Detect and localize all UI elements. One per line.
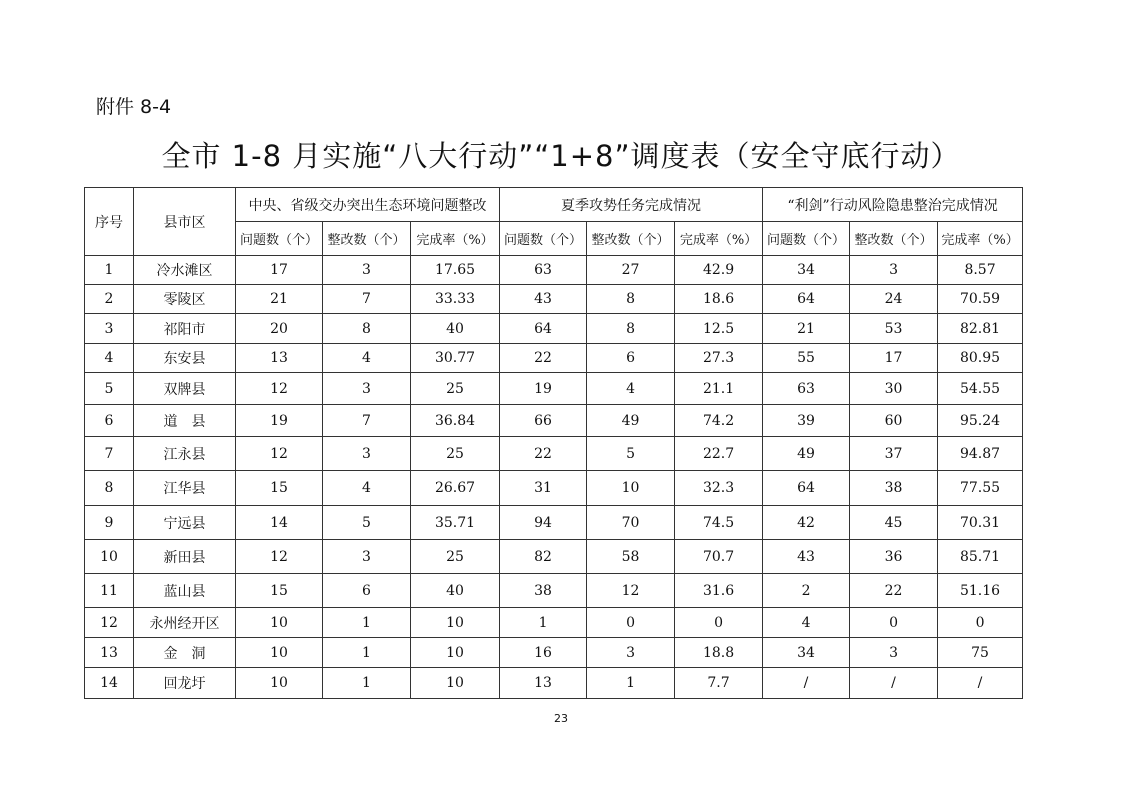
table-row [85, 314, 1023, 344]
value-cell: 8 [587, 285, 675, 314]
seq-cell: 9 [85, 506, 134, 540]
value-cell: 19 [236, 405, 323, 437]
seq-cell: 10 [85, 540, 134, 574]
value-cell: 19 [500, 373, 587, 405]
value-cell: 25 [411, 437, 500, 471]
value-cell: 27.3 [675, 344, 763, 373]
value-cell: 27 [587, 256, 675, 285]
table-row [85, 437, 1023, 471]
schedule-table [84, 187, 1023, 699]
county-cell: 永州经开区 [134, 608, 236, 638]
value-cell: 4 [323, 471, 411, 506]
value-cell: 94 [500, 506, 587, 540]
table-row [85, 256, 1023, 285]
value-cell: 3 [323, 540, 411, 574]
value-cell: 70.7 [675, 540, 763, 574]
value-cell: 0 [675, 608, 763, 638]
value-cell: 17.65 [411, 256, 500, 285]
value-cell: 40 [411, 314, 500, 344]
value-cell: 74.2 [675, 405, 763, 437]
value-cell: 94.87 [938, 437, 1023, 471]
value-cell: 4 [587, 373, 675, 405]
value-cell: 10 [411, 638, 500, 668]
value-cell: / [850, 668, 938, 699]
value-cell: 45 [850, 506, 938, 540]
value-cell: 82.81 [938, 314, 1023, 344]
value-cell: 10 [236, 608, 323, 638]
value-cell: 0 [850, 608, 938, 638]
value-cell: 1 [323, 638, 411, 668]
value-cell: 38 [850, 471, 938, 506]
value-cell: 42.9 [675, 256, 763, 285]
value-cell: 31 [500, 471, 587, 506]
value-cell: / [763, 668, 850, 699]
value-cell: 55 [763, 344, 850, 373]
table-row [85, 373, 1023, 405]
value-cell: 1 [587, 668, 675, 699]
county-cell: 祁阳市 [134, 314, 236, 344]
value-cell: 18.8 [675, 638, 763, 668]
value-cell: 34 [763, 638, 850, 668]
header-county: 县市区 [134, 188, 236, 256]
seq-cell: 11 [85, 574, 134, 608]
value-cell: 63 [763, 373, 850, 405]
value-cell: 12 [587, 574, 675, 608]
value-cell: 1 [500, 608, 587, 638]
value-cell: 43 [500, 285, 587, 314]
county-cell: 江华县 [134, 471, 236, 506]
subheader-cell: 完成率（%） [675, 222, 763, 256]
value-cell: 51.16 [938, 574, 1023, 608]
table-row [85, 608, 1023, 638]
seq-cell: 14 [85, 668, 134, 699]
page-number: 23 [554, 712, 568, 725]
header-seq: 序号 [85, 188, 134, 256]
value-cell: 3 [850, 638, 938, 668]
value-cell: 25 [411, 540, 500, 574]
value-cell: 64 [763, 285, 850, 314]
subheader-cell: 问题数（个） [763, 222, 850, 256]
value-cell: 1 [323, 668, 411, 699]
value-cell: 4 [323, 344, 411, 373]
value-cell: 6 [323, 574, 411, 608]
value-cell: 49 [587, 405, 675, 437]
value-cell: 3 [323, 437, 411, 471]
county-cell: 冷水滩区 [134, 256, 236, 285]
subheader-cell: 整改数（个） [323, 222, 411, 256]
seq-cell: 6 [85, 405, 134, 437]
value-cell: 34 [763, 256, 850, 285]
value-cell: 3 [587, 638, 675, 668]
value-cell: 95.24 [938, 405, 1023, 437]
seq-cell: 7 [85, 437, 134, 471]
attachment-label: 附件 8-4 [96, 96, 172, 118]
value-cell: 36.84 [411, 405, 500, 437]
subheader-cell: 整改数（个） [850, 222, 938, 256]
value-cell: 77.55 [938, 471, 1023, 506]
value-cell: 8.57 [938, 256, 1023, 285]
value-cell: 3 [323, 256, 411, 285]
value-cell: 70.59 [938, 285, 1023, 314]
value-cell: 43 [763, 540, 850, 574]
value-cell: 22.7 [675, 437, 763, 471]
value-cell: 70 [587, 506, 675, 540]
table-row [85, 405, 1023, 437]
subheader-cell: 问题数（个） [236, 222, 323, 256]
county-cell: 道 县 [134, 405, 236, 437]
value-cell: 7 [323, 285, 411, 314]
value-cell: 17 [850, 344, 938, 373]
table-row [85, 540, 1023, 574]
value-cell: 21 [236, 285, 323, 314]
value-cell: 40 [411, 574, 500, 608]
value-cell: 12.5 [675, 314, 763, 344]
value-cell: 22 [850, 574, 938, 608]
table-row [85, 668, 1023, 699]
value-cell: 10 [236, 638, 323, 668]
value-cell: 85.71 [938, 540, 1023, 574]
seq-cell: 2 [85, 285, 134, 314]
value-cell: 12 [236, 437, 323, 471]
seq-cell: 1 [85, 256, 134, 285]
value-cell: 16 [500, 638, 587, 668]
value-cell: 13 [500, 668, 587, 699]
value-cell: 53 [850, 314, 938, 344]
subheader-cell: 问题数（个） [500, 222, 587, 256]
subheader-cell: 完成率（%） [411, 222, 500, 256]
value-cell: 22 [500, 437, 587, 471]
seq-cell: 5 [85, 373, 134, 405]
value-cell: 58 [587, 540, 675, 574]
seq-cell: 13 [85, 638, 134, 668]
county-cell: 双牌县 [134, 373, 236, 405]
value-cell: 21.1 [675, 373, 763, 405]
value-cell: 24 [850, 285, 938, 314]
value-cell: 7.7 [675, 668, 763, 699]
value-cell: 3 [323, 373, 411, 405]
value-cell: 10 [411, 608, 500, 638]
value-cell: 12 [236, 373, 323, 405]
value-cell: 22 [500, 344, 587, 373]
value-cell: 64 [763, 471, 850, 506]
value-cell: 66 [500, 405, 587, 437]
value-cell: 25 [411, 373, 500, 405]
value-cell: 6 [587, 344, 675, 373]
value-cell: 31.6 [675, 574, 763, 608]
value-cell: 35.71 [411, 506, 500, 540]
seq-cell: 4 [85, 344, 134, 373]
value-cell: 82 [500, 540, 587, 574]
value-cell: 60 [850, 405, 938, 437]
county-cell: 宁远县 [134, 506, 236, 540]
value-cell: 1 [323, 608, 411, 638]
value-cell: 75 [938, 638, 1023, 668]
value-cell: 15 [236, 574, 323, 608]
value-cell: 8 [323, 314, 411, 344]
value-cell: 10 [411, 668, 500, 699]
value-cell: 33.33 [411, 285, 500, 314]
value-cell: 10 [236, 668, 323, 699]
county-cell: 金 洞 [134, 638, 236, 668]
county-cell: 蓝山县 [134, 574, 236, 608]
table-row [85, 344, 1023, 373]
table-row [85, 506, 1023, 540]
value-cell: 38 [500, 574, 587, 608]
county-cell: 东安县 [134, 344, 236, 373]
value-cell: 4 [763, 608, 850, 638]
subheader-cell: 完成率（%） [938, 222, 1023, 256]
county-cell: 零陵区 [134, 285, 236, 314]
table-row [85, 574, 1023, 608]
subheader-cell: 整改数（个） [587, 222, 675, 256]
value-cell: 74.5 [675, 506, 763, 540]
value-cell: 21 [763, 314, 850, 344]
header-row-groups [85, 188, 1023, 222]
value-cell: 20 [236, 314, 323, 344]
value-cell: 64 [500, 314, 587, 344]
value-cell: 7 [323, 405, 411, 437]
value-cell: 70.31 [938, 506, 1023, 540]
value-cell: 32.3 [675, 471, 763, 506]
county-cell: 新田县 [134, 540, 236, 574]
value-cell: 2 [763, 574, 850, 608]
value-cell: 30 [850, 373, 938, 405]
header-group-summer-offensive: 夏季攻势任务完成情况 [500, 188, 763, 222]
county-cell: 回龙圩 [134, 668, 236, 699]
value-cell: 30.77 [411, 344, 500, 373]
value-cell: 0 [587, 608, 675, 638]
header-group-env-rectification: 中央、省级交办突出生态环境问题整改 [236, 188, 500, 222]
value-cell: 26.67 [411, 471, 500, 506]
value-cell: 80.95 [938, 344, 1023, 373]
value-cell: 3 [850, 256, 938, 285]
value-cell: 0 [938, 608, 1023, 638]
table-row [85, 471, 1023, 506]
page-title: 全市 1-8 月实施“八大行动”“1+8”调度表（安全守底行动） [161, 139, 961, 173]
value-cell: 17 [236, 256, 323, 285]
value-cell: 5 [587, 437, 675, 471]
value-cell: 36 [850, 540, 938, 574]
table-row [85, 285, 1023, 314]
table-row [85, 638, 1023, 668]
value-cell: 13 [236, 344, 323, 373]
county-cell: 江永县 [134, 437, 236, 471]
value-cell: 63 [500, 256, 587, 285]
seq-cell: 8 [85, 471, 134, 506]
value-cell: 37 [850, 437, 938, 471]
value-cell: 39 [763, 405, 850, 437]
seq-cell: 3 [85, 314, 134, 344]
header-group-sword-action: “利剑”行动风险隐患整治完成情况 [763, 188, 1023, 222]
value-cell: 8 [587, 314, 675, 344]
value-cell: 42 [763, 506, 850, 540]
value-cell: 54.55 [938, 373, 1023, 405]
value-cell: 49 [763, 437, 850, 471]
value-cell: 14 [236, 506, 323, 540]
value-cell: 15 [236, 471, 323, 506]
seq-cell: 12 [85, 608, 134, 638]
value-cell: 12 [236, 540, 323, 574]
value-cell: 18.6 [675, 285, 763, 314]
value-cell: / [938, 668, 1023, 699]
value-cell: 5 [323, 506, 411, 540]
value-cell: 10 [587, 471, 675, 506]
